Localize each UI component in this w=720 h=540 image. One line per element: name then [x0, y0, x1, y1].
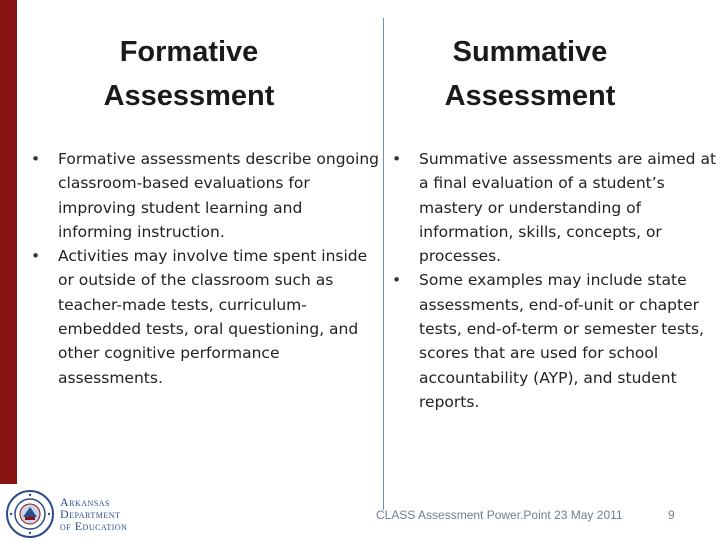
footer-text: CLASS Assessment Power.Point 23 May 2011: [376, 508, 623, 522]
summative-bullet-1: • Summative assessments are aimed at a final evaluation of a student’s mastery or understanding of information, skills, concepts, or processes.: [392, 147, 718, 268]
state-seal-icon: [6, 490, 54, 538]
column-divider: [383, 18, 384, 510]
formative-heading-line1: Formative: [119, 36, 259, 68]
page-number: 9: [668, 508, 675, 522]
logo-line-2: Department: [60, 507, 121, 521]
summative-heading-line2: Assessment: [444, 80, 616, 112]
formative-heading-line2: Assessment: [103, 80, 275, 112]
summative-heading: [398, 30, 662, 118]
logo-line-3: of Education: [60, 519, 128, 533]
formative-bullet-1: • Formative assessments describe ongoing classroom-based evaluations for improving student learning and informing instruction.: [31, 147, 379, 244]
summative-heading-line1: Summative: [452, 36, 608, 68]
formative-bullet-list: [31, 147, 379, 390]
formative-bullet-2: • Activities may involve time spent inside or outside of the classroom such as teacher-made tests, curriculum-embedded tests, oral questioning, and other cognitive performance assessments.: [31, 244, 379, 390]
summative-bullet-list: [392, 147, 718, 414]
summative-bullet-2: • Some examples may include state assessments, end-of-unit or chapter tests, end-of-term or semester tests, scores that are used for school accountability (AYP), and student reports.: [392, 268, 718, 414]
accent-bar: [0, 0, 17, 484]
formative-heading: [60, 30, 318, 118]
logo-line-1: Arkansas: [60, 495, 111, 509]
arkansas-doe-logo: [4, 490, 184, 540]
logo-wordmark: [60, 496, 184, 532]
